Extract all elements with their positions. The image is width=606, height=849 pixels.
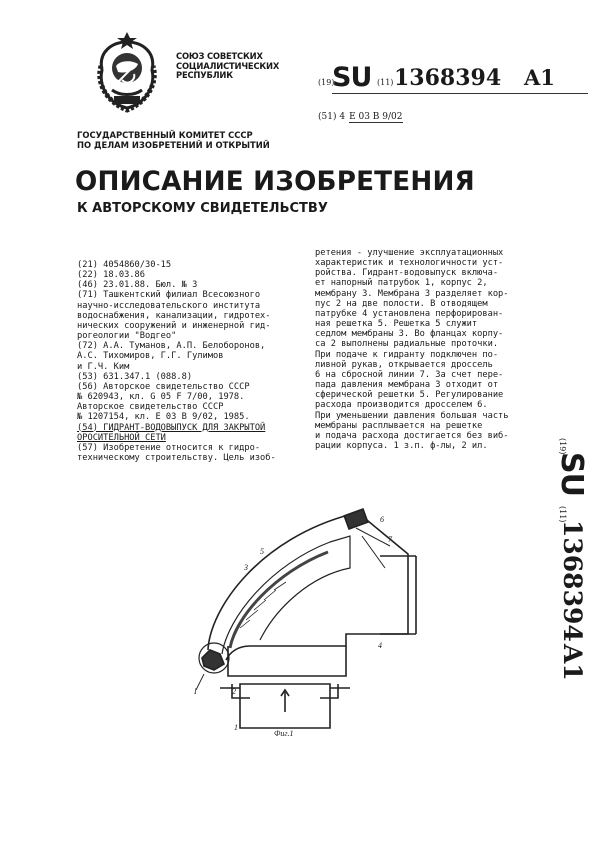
text-line: мембраны расплывается на решетке: [315, 420, 483, 431]
document-title: ОПИСАНИЕ ИЗОБРЕТЕНИЯ: [75, 166, 475, 197]
drawing-label: I: [194, 687, 197, 696]
inid-code-19: (19): [558, 438, 567, 455]
side-publication-number: [545, 436, 591, 686]
text-line: и Г.Ч. Ким: [77, 361, 130, 372]
inid-code-19: (19): [318, 78, 335, 87]
text-line: Авторское свидетельство СССР: [77, 402, 224, 413]
text-line: научно-исследовательского института: [77, 300, 261, 311]
text-line: (57) Изобретение относится к гидро-: [77, 442, 261, 453]
union-name: [176, 52, 279, 81]
union-line: РЕСПУБЛИК: [176, 70, 233, 80]
text-line: (72) А.А. Туманов, А.П. Белоборонов,: [77, 341, 266, 352]
country-code: SU: [332, 62, 372, 93]
drawing-label: 2: [232, 687, 236, 696]
text-line: ет напорный патрубок 1, корпус 2,: [315, 278, 488, 289]
kind-code: A1: [524, 65, 555, 90]
text-line: рации корпуса. 1 з.п. ф-лы, 2 ил.: [315, 440, 488, 451]
text-line: № 620943, кл. G 05 F 7/00, 1978.: [77, 392, 245, 403]
text-line: А.С. Тихомиров, Г.Г. Гулимов: [77, 351, 224, 362]
ipc-classification: [318, 112, 403, 122]
document-subtitle: К АВТОРСКОМУ СВИДЕТЕЛЬСТВУ: [77, 201, 328, 216]
text-line: 6 на сбросной линии 7. За счет пере-: [315, 369, 504, 380]
ipc-code: (51) 4: [318, 112, 346, 122]
invention-title-line: (54) ГИДРАНТ-ВОДОВЫПУСК ДЛЯ ЗАКРЫТОЙ: [77, 422, 266, 433]
kind-code: A1: [558, 644, 587, 681]
patent-number: 1368394: [558, 520, 587, 642]
text-line: (71) Ташкентский филиал Всесоюзного: [77, 290, 261, 301]
bibliographic-column: [77, 260, 307, 463]
committee-line: ПО ДЕЛАМ ИЗОБРЕТЕНИЙ И ОТКРЫТИЙ: [77, 140, 270, 150]
text-line: рогеологии "Водгео": [77, 331, 177, 342]
text-line: патрубке 4 установлена перфорирован-: [315, 308, 504, 319]
abstract-column: [315, 248, 550, 451]
drawing-label: 6: [380, 515, 384, 524]
text-line: (53) 631.347.1 (088.8): [77, 371, 193, 382]
technical-drawing: [180, 498, 420, 738]
invention-title-line: ОРОСИТЕЛЬНОЙ СЕТИ: [77, 432, 166, 443]
text-line: пада давления мембрана 3 отходит от: [315, 380, 499, 391]
text-line: При уменьшении давления большая часть: [315, 410, 509, 421]
inid-code-11: (11): [377, 78, 394, 87]
text-line: мембрану 3. Мембрана 3 разделяет кор-: [315, 288, 509, 299]
patent-number: 1368394: [394, 65, 502, 91]
union-line: СОЮЗ СОВЕТСКИХ: [176, 51, 263, 61]
drawing-label: 3: [244, 563, 248, 572]
text-line: (46) 23.01.88. Бюл. № 3: [77, 280, 198, 291]
text-line: (21) 4054860/30-15: [77, 260, 172, 270]
drawing-label: 7: [388, 535, 392, 544]
text-line: ройства. Гидрант-водовыпуск включа-: [315, 268, 499, 279]
text-line: нических сооружений и инженерной гид-: [77, 320, 271, 331]
publication-number: [318, 64, 588, 96]
text-line: и подача расхода достигается без виб-: [315, 430, 509, 441]
union-line: СОЦИАЛИСТИЧЕСКИХ: [176, 60, 280, 71]
text-line: седлом мембраны 3. Во фланцах корпу-: [315, 329, 504, 340]
text-line: водоснабжения, канализации, гидротех-: [77, 310, 271, 321]
text-line: техническому строительству. Цель изоб-: [77, 452, 276, 463]
text-line: сферической решетки 5. Регулирование: [315, 390, 504, 401]
text-line: (22) 18.03.86: [77, 270, 145, 281]
text-line: № 1207154, кл. E 03 B 9/02, 1985.: [77, 412, 250, 423]
text-line: пус 2 на две полости. В отводящем: [315, 298, 488, 309]
text-line: са 2 выполнены радиальные проточки.: [315, 339, 499, 350]
drawing-label: 1: [234, 723, 238, 732]
drawing-label: 5: [260, 547, 264, 556]
text-line: характеристик и технологичности уст-: [315, 258, 504, 269]
committee-name: [77, 130, 270, 150]
text-line: ливной рукав, открывается дроссель: [315, 359, 493, 370]
committee-line: ГОСУДАРСТВЕННЫЙ КОМИТЕТ СССР: [77, 130, 253, 140]
divider: [332, 93, 588, 94]
text-line: ная решетка 5. Решетка 5 служит: [315, 319, 478, 330]
ipc-value: E 03 B 9/02: [349, 112, 403, 122]
inid-code-11: (11): [558, 506, 567, 523]
text-line: (56) Авторское свидетельство СССР: [77, 381, 250, 392]
country-code: SU: [554, 452, 589, 496]
figure-caption: Фиг.1: [274, 729, 294, 738]
state-emblem-icon: [92, 30, 162, 114]
text-line: ретения - улучшение эксплуатационных: [315, 248, 504, 258]
text-line: расхода производится дросселем 6.: [315, 400, 488, 411]
drawing-label: 4: [378, 641, 382, 650]
text-line: При подаче к гидранту подключен по-: [315, 349, 499, 360]
